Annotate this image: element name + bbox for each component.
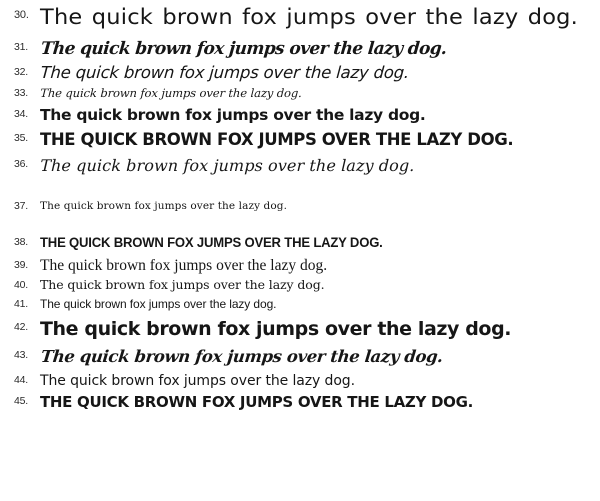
list-item-sample-text: THE QUICK BROWN FOX JUMPS OVER THE LAZY DOG. [40, 235, 383, 251]
list-item-number: 36. [14, 157, 28, 170]
list-item-sample-text: The quick brown fox jumps over the lazy dog. [39, 63, 410, 83]
list-item-sample-text: The quick brown fox jumps over the lazy dog. [40, 373, 355, 390]
list-item-number: 37. [14, 200, 28, 213]
list-item-number: 41. [14, 297, 28, 310]
list-item-sample-text: The quick brown fox jumps over the lazy dog. [40, 200, 288, 213]
list-item-number: 43. [14, 349, 28, 362]
list-item-sample-text: THE QUICK BROWN FOX JUMPS OVER THE LAZY DOG. [40, 129, 514, 149]
list-item [0, 6, 600, 29]
list-item-sample-text: The quick brown fox jumps over the lazy dog. [39, 86, 303, 101]
list-item [0, 276, 600, 292]
list-item-number: 34. [14, 108, 28, 121]
list-item-sample-text: The quick brown fox jumps over the lazy dog. [40, 4, 579, 30]
list-item [0, 374, 600, 388]
list-item-number: 30. [14, 9, 29, 21]
list-item-number: 44. [14, 374, 28, 387]
list-item-number: 40. [14, 278, 28, 291]
list-item-sample-text: The quick brown fox jumps over the lazy dog. [39, 347, 444, 367]
list-item [0, 258, 600, 274]
list-item-number: 45. [14, 395, 28, 408]
list-item-number: 42. [14, 320, 28, 333]
list-item [0, 129, 600, 149]
list-item-sample-text: The quick brown fox jumps over the lazy dog. [40, 106, 426, 125]
list-item [0, 320, 600, 339]
list-item [0, 200, 600, 212]
list-item-sample-text: THE QUICK BROWN FOX JUMPS OVER THE LAZY DOG. [40, 393, 474, 412]
list-item [0, 349, 600, 366]
list-item [0, 155, 600, 175]
list-item-number: 32. [14, 66, 28, 79]
list-item-sample-text: The quick brown fox jumps over the lazy dog. [40, 318, 512, 340]
list-item-sample-text: The quick brown fox jumps over the lazy dog. [39, 38, 448, 59]
list-item-number: 38. [14, 236, 28, 249]
list-item-number: 35. [14, 131, 28, 144]
list-item-sample-text: The quick brown fox jumps over the lazy dog. [40, 296, 277, 311]
list-item [0, 38, 600, 59]
list-item-number: 33. [14, 87, 28, 100]
list-item [0, 88, 600, 100]
list-item-sample-text: The quick brown fox jumps over the lazy dog. [40, 257, 328, 275]
list-item-sample-text: The quick brown fox jumps over the lazy dog. [40, 276, 325, 292]
list-item-sample-text: The quick brown fox jumps over the lazy dog. [39, 155, 415, 175]
list-item [0, 236, 600, 250]
list-item-number: 31. [14, 40, 28, 53]
list-item-number: 39. [14, 259, 28, 272]
list-item [0, 298, 600, 311]
list-item [0, 108, 600, 124]
font-specimen-sheet [0, 6, 600, 501]
list-item [0, 65, 600, 82]
list-item [0, 395, 600, 410]
